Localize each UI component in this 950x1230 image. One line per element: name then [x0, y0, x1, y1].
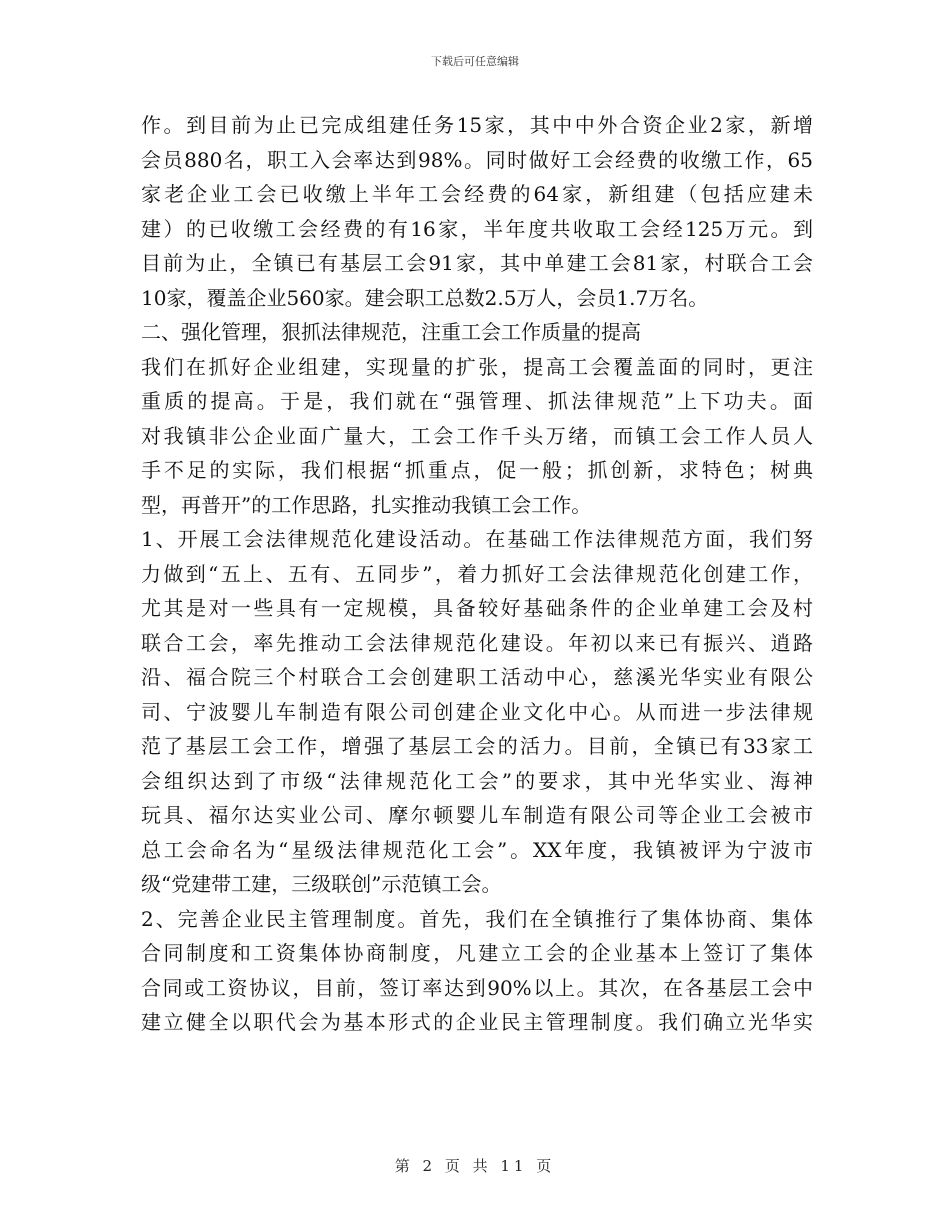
text-line: 对我镇非公企业面广量大，工会工作千头万绪，而镇工会工作人员人: [141, 423, 813, 448]
text-line: 力做到“五上、五有、五同步”，着力抓好工会法律规范化创建工作，: [141, 561, 813, 586]
page-header: 下载后可任意编辑: [431, 55, 519, 68]
text-line: 重质的提高。于是，我们就在“强管理、抓法律规范”上下功夫。面: [141, 389, 813, 413]
text-line: 级“党建带工建，三级联创”示范镇工会。: [141, 872, 502, 896]
text-line: 二、强化管理，狠抓法律规范，注重工会工作质量的提高: [141, 320, 641, 344]
text-line: 联合工会，率先推动工会法律规范化建设。年初以来已有振兴、逍路: [141, 630, 813, 655]
text-line: 玩具、福尔达实业公司、摩尔顿婴儿车制造有限公司等企业工会被市: [141, 803, 813, 827]
text-line: 会组织达到了市级“法律规范化工会”的要求，其中光华实业、海神: [141, 768, 813, 793]
text-line: 建）的已收缴工会经费的有16家，半年度共收取工会经125万元。到: [141, 216, 813, 241]
page-footer: 第 2 页 共 11 页: [394, 1157, 556, 1175]
text-line: 目前为止，全镇已有基层工会91家，其中单建工会81家，村联合工会: [141, 251, 813, 275]
text-line: 范了基层工会工作，增强了基层工会的活力。目前，全镇已有33家工: [141, 734, 813, 758]
text-line: 我们在抓好企业组建，实现量的扩张，提高工会覆盖面的同时，更注: [141, 354, 813, 379]
text-line: 10家，覆盖企业560家。建会职工总数2.5万人，会员1.7万名。: [141, 285, 709, 310]
text-line: 尤其是对一些具有一定规模，具备较好基础条件的企业单建工会及村: [141, 596, 813, 620]
text-line: 合同或工资协议，目前，签订率达到90%以上。其次，在各基层工会中: [141, 975, 813, 1000]
text-line: 沿、福合院三个村联合工会创建职工活动中心，慈溪光华实业有限公: [141, 665, 813, 689]
text-line: 总工会命名为“星级法律规范化工会”。XX年度，我镇被评为宁波市: [141, 837, 813, 862]
text-line: 型，再普开”的工作思路，扎实推动我镇工会工作。: [141, 492, 592, 517]
text-line: 司、宁波婴儿车制造有限公司创建企业文化中心。从而进一步法律规: [141, 699, 813, 724]
text-line: 作。到目前为止已完成组建任务15家，其中中外合资企业2家，新增: [141, 113, 813, 137]
text-line: 2、完善企业民主管理制度。首先，我们在全镇推行了集体协商、集体: [141, 906, 813, 931]
text-line: 会员880名，职工入会率达到98%。同时做好工会经费的收缴工作，65: [141, 147, 813, 172]
text-line: 建立健全以职代会为基本形式的企业民主管理制度。我们确立光华实: [141, 1010, 813, 1034]
text-line: 1、开展工会法律规范化建设活动。在基础工作法律规范方面，我们努: [141, 527, 813, 551]
text-line: 手不足的实际，我们根据“抓重点，促一般；抓创新，求特色；树典: [141, 458, 813, 482]
text-line: 家老企业工会已收缴上半年工会经费的64家，新组建（包括应建未: [141, 182, 813, 206]
text-line: 合同制度和工资集体协商制度，凡建立工会的企业基本上签订了集体: [141, 941, 813, 965]
document-body: [141, 108, 813, 1040]
